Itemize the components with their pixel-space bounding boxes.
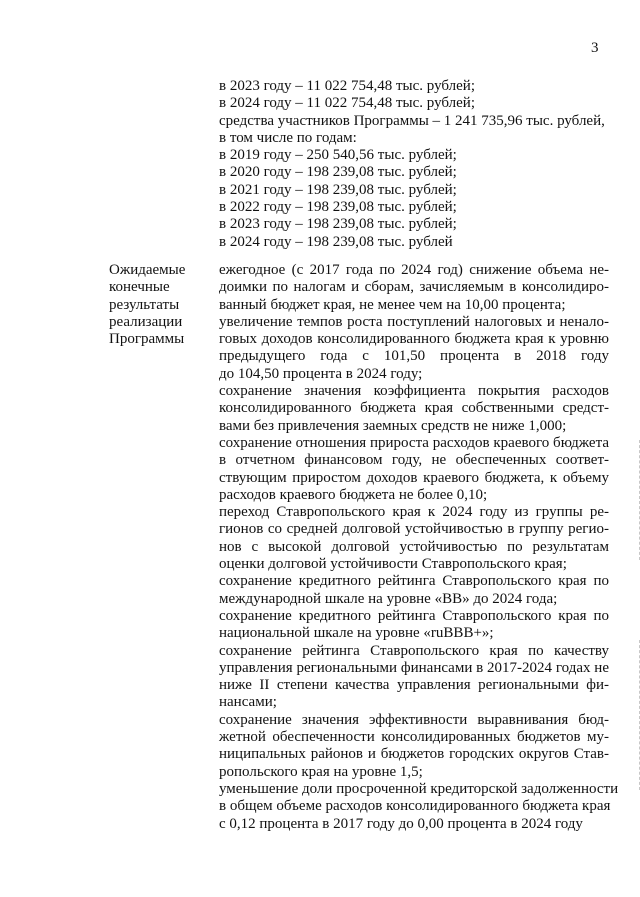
result-line: консолидированного бюджета края собственными средст-: [219, 400, 609, 417]
result-line: ропольского края на уровне 1,5;: [219, 763, 423, 780]
funding-line: в 2023 году – 198 239,08 тыс. рублей;: [219, 216, 457, 233]
funding-line: в 2019 году – 250 540,56 тыс. рублей;: [219, 147, 457, 164]
funding-line: в 2020 году – 198 239,08 тыс. рублей;: [219, 164, 457, 181]
section-label-line: Ожидаемые: [109, 262, 186, 278]
result-line: управления региональными финансами в 2017-2024 годах не: [219, 659, 609, 676]
funding-line: в 2023 году – 11 022 754,48 тыс. рублей;: [219, 78, 475, 94]
result-line: нансами;: [219, 694, 277, 711]
result-line: сохранение значения эффективности выравнивания бюд-: [219, 711, 609, 728]
result-line: жетной обеспеченности консолидированных бюджетов му-: [219, 729, 609, 746]
result-line: нов с высокой долговой устойчивостью по результатам: [219, 538, 609, 555]
result-line: национальной шкале на уровне «ruBBB+»;: [219, 625, 494, 642]
result-line: предыдущего года с 101,50 процента в 2018 году: [219, 348, 609, 365]
result-line: сохранение кредитного рейтинга Ставропольского края по: [219, 573, 609, 590]
section-label-line: конечные: [109, 279, 170, 296]
result-line: с 0,12 процента в 2017 году до 0,00 процента в 2024 году: [219, 815, 583, 832]
funding-breakdown-list: [219, 78, 614, 251]
funding-line: в том числе по годам:: [219, 129, 357, 146]
section-label-line: Программы: [109, 331, 185, 348]
expected-results-list: [219, 262, 619, 833]
funding-line: в 2024 году – 198 239,08 тыс. рублей: [219, 233, 453, 250]
page-number: 3: [591, 40, 599, 56]
result-line: сохранение значения коэффициента покрытия расходов: [219, 383, 609, 400]
funding-line: в 2022 году – 198 239,08 тыс. рублей;: [219, 199, 457, 216]
result-line: уменьшение доли просроченной кредиторской задолженности: [219, 780, 619, 797]
result-line: оценки долговой устойчивости Ставропольского края;: [219, 556, 567, 573]
result-line: ствующим приростом доходов краевого бюджета, к объему: [219, 469, 609, 486]
result-line: доимки по налогам и сборам, зачисляемым в консолидиро-: [219, 279, 609, 296]
section-label-line: результаты: [109, 296, 180, 313]
result-line: сохранение рейтинга Ставропольского края по качеству: [219, 642, 609, 659]
funding-line: в 2024 году – 11 022 754,48 тыс. рублей;: [219, 95, 475, 112]
funding-line: средства участников Программы – 1 241 735,96 тыс. рублей,: [219, 112, 605, 129]
result-line: вами без привлечения заемных средств не ниже 1,000;: [219, 417, 567, 434]
result-line: ниципальных районов и бюджетов городских округов Став-: [219, 746, 609, 763]
result-line: ниже II степени качества управления региональными фи-: [219, 677, 609, 694]
result-line: гионов со средней долговой устойчивостью в группу регио-: [219, 521, 609, 538]
result-line: переход Ставропольского края к 2024 году из группы ре-: [219, 504, 609, 521]
result-line: в отчетном финансовом году, не обеспеченных соответ-: [219, 452, 609, 469]
result-line: сохранение отношения прироста расходов краевого бюджета: [219, 434, 609, 451]
result-line: в общем объеме расходов консолидированного бюджета края: [219, 798, 611, 815]
result-line: говых доходов консолидированного бюджета края к уровню: [219, 331, 609, 348]
result-line: увеличение темпов роста поступлений налоговых и ненало-: [219, 313, 609, 330]
funding-line: в 2021 году – 198 239,08 тыс. рублей;: [219, 181, 457, 198]
result-line: расходов краевого бюджета не более 0,10;: [219, 486, 488, 503]
result-line: ванный бюджет края, не менее чем на 10,00 процента;: [219, 296, 566, 313]
result-line: международной шкале на уровне «ВВ» до 2024 года;: [219, 590, 558, 607]
section-label-expected-results: [109, 262, 209, 348]
result-line: ежегодное (с 2017 года по 2024 год) снижение объема не-: [219, 262, 609, 278]
result-line: до 104,50 процента в 2024 году;: [219, 365, 423, 382]
section-label-line: реализации: [109, 313, 183, 330]
result-line: сохранение кредитного рейтинга Ставропольского края по: [219, 607, 609, 624]
